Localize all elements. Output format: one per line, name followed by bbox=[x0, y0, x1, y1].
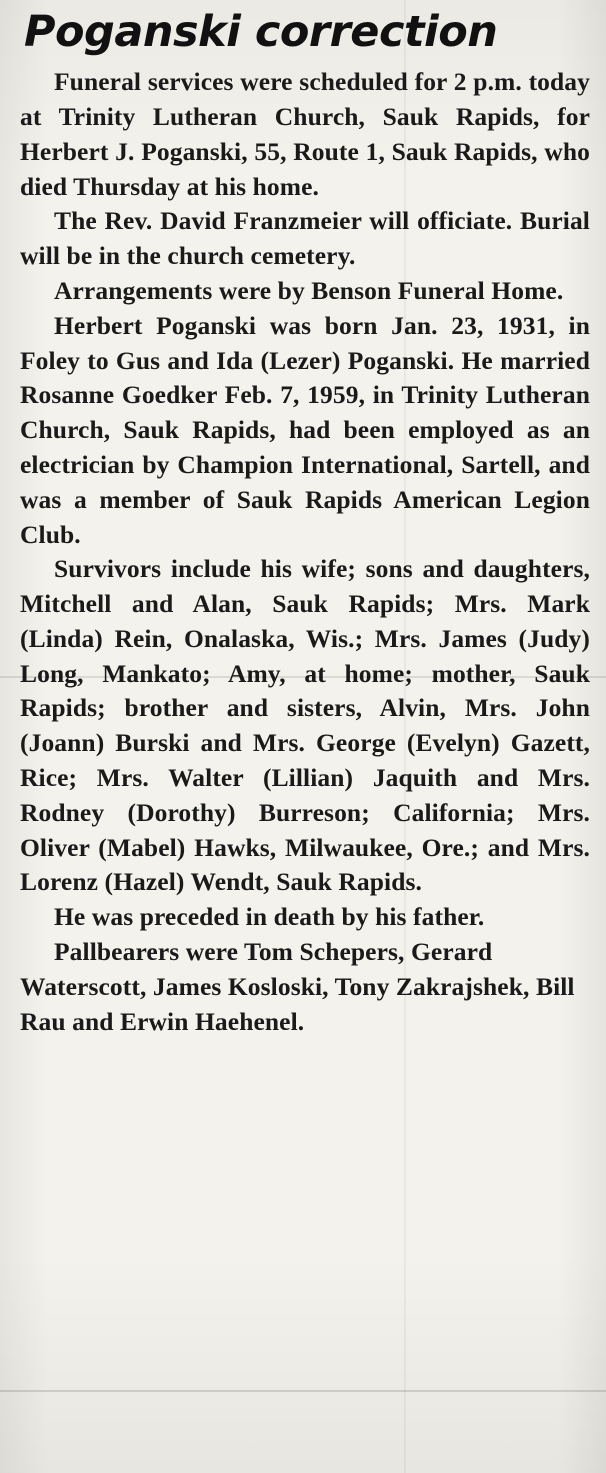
paragraph: The Rev. David Franzmeier will officiate. Burial will be in the church cemetery. bbox=[20, 206, 590, 271]
paragraph: Arrangements were by Benson Funeral Home. bbox=[54, 275, 564, 305]
obituary-body bbox=[20, 65, 590, 1039]
paragraph: Funeral services were scheduled for 2 p.m. today at Trinity Lutheran Church, Sauk Rapids, for Herbert J. Poganski, 55, Route 1, Sauk Rapids, who died Thursday at his home. bbox=[20, 67, 590, 201]
paragraph: Herbert Poganski was born Jan. 23, 1931, in Foley to Gus and Ida (Lezer) Poganski. He married Rosanne Goedker Feb. 7, 1959, in Trinity Lutheran Church, Sauk Rapids, had been employed as an electrician by Champion International, Sartell, and was a member of Sauk Rapids American Legion Club. bbox=[20, 310, 590, 549]
paper-fold-line bbox=[0, 1390, 606, 1392]
paragraph: Pallbearers were Tom Schepers, Gerard Waterscott, James Kosloski, Tony Zakrajshek, Bill Rau and Erwin Haehenel. bbox=[20, 937, 575, 1036]
paragraph: He was preceded in death by his father. bbox=[54, 902, 485, 932]
paragraph: Survivors include his wife; sons and daughters, Mitchell and Alan, Sauk Rapids; Mrs. Mark (Linda) Rein, Onalaska, Wis.; Mrs. James (Judy) Long, Mankato; Amy, at home; mother, Sauk Rapids; brother and sisters, Alvin, Mrs. John (Joann) Burski and Mrs. George (Evelyn) Gazett, Rice; Mrs. Walter (Lillian) Jaquith and Mrs. Rodney (Dorothy) Burreson; California; Mrs. Oliver (Mabel) Hawks, Milwaukee, Ore.; and Mrs. Lorenz (Hazel) Wendt, Sauk Rapids. bbox=[20, 554, 590, 897]
page-title: Poganski correction bbox=[24, 7, 498, 57]
